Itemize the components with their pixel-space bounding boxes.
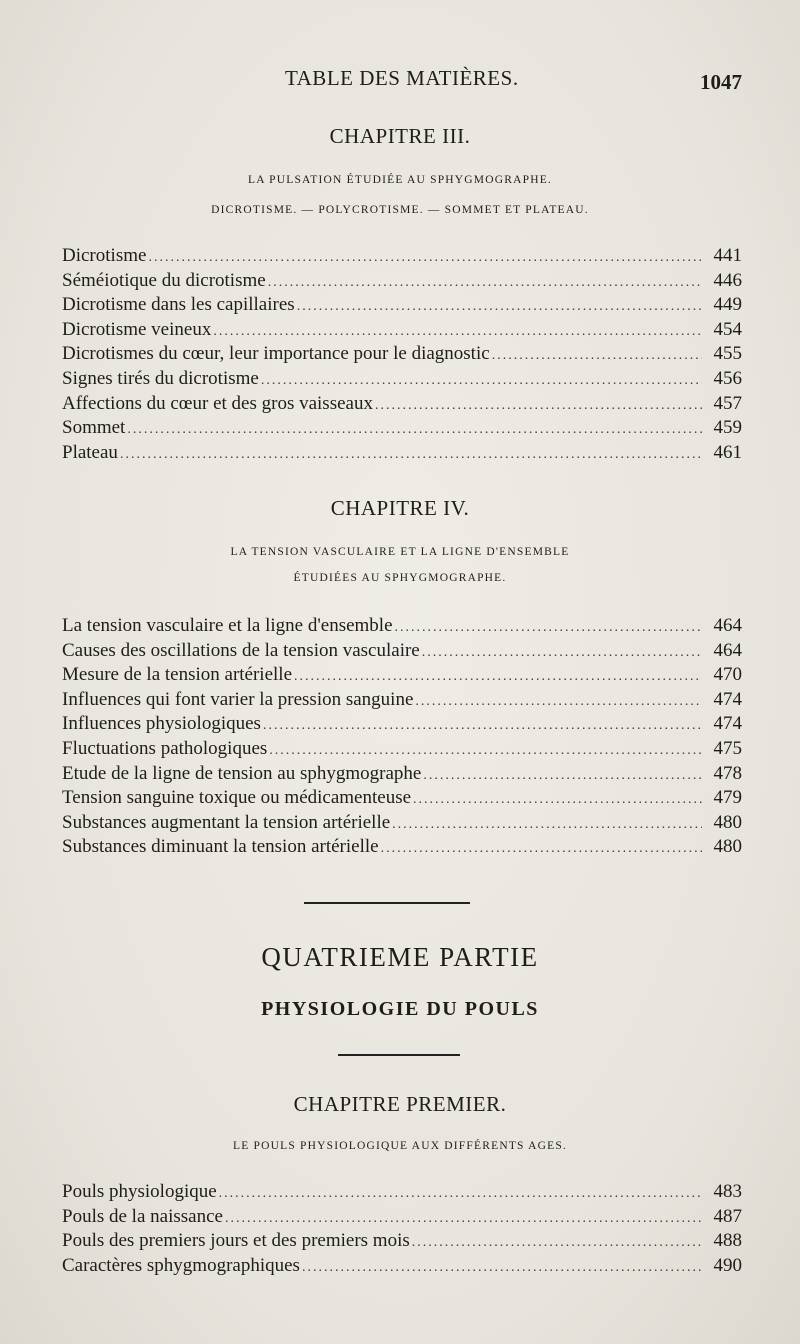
- section-divider: [338, 1054, 460, 1056]
- toc-entry-page: 480: [713, 811, 742, 833]
- toc-entry-page: 480: [713, 836, 742, 858]
- toc-entry-label: Signes tirés du dicrotisme: [62, 367, 259, 389]
- dot-leader: [127, 418, 702, 443]
- toc-entry-label: Mesure de la tension artérielle: [62, 664, 293, 686]
- toc-entry-label: Caractères sphygmographiques: [62, 1254, 300, 1276]
- chapter-4-subtitle: [0, 546, 800, 558]
- toc-entry: [62, 392, 742, 417]
- toc-entry-label: Dicrotisme veineux: [62, 318, 212, 340]
- toc-entry-label: Substances augmentant la tension artérielle: [62, 811, 391, 833]
- dot-leader: [120, 443, 702, 468]
- dot-leader: [422, 641, 702, 666]
- toc-entry-page: 457: [713, 392, 742, 414]
- dot-leader: [392, 813, 702, 838]
- toc-entry-page: 441: [713, 245, 742, 266]
- dot-leader: [269, 739, 702, 764]
- toc-entry-page: 475: [713, 737, 742, 759]
- dot-leader: [423, 764, 702, 789]
- dot-leader: [261, 369, 702, 394]
- toc-entry: [62, 269, 742, 294]
- toc-entry: [62, 712, 742, 737]
- toc-entry: [62, 1205, 742, 1230]
- toc-entry-page: 456: [713, 367, 742, 389]
- toc-entry-label: Pouls des premiers jours et des premiers mois: [62, 1230, 410, 1252]
- toc-entry-label: Fluctuations pathologiques: [62, 737, 268, 759]
- toc-entry-label: Influences qui font varier la pression sanguine: [62, 688, 414, 710]
- chapter-3-heading: [0, 124, 800, 149]
- toc-entry: [62, 663, 742, 688]
- part-subheading: [0, 998, 800, 1021]
- toc-entry-page: 464: [713, 615, 742, 636]
- toc-entry: [62, 367, 742, 392]
- part-subtitle: PHYSIOLOGIE DU POULS: [261, 998, 539, 1020]
- toc-entry-page: 455: [713, 343, 742, 365]
- toc-entry: [62, 416, 742, 441]
- toc-entry-page: 459: [713, 417, 742, 439]
- toc-entry-page: 479: [713, 787, 742, 809]
- toc-list-chapter-1: [62, 1180, 742, 1278]
- toc-entry-page: 470: [713, 664, 742, 686]
- chapter-3-subtitle-2: [0, 204, 800, 216]
- toc-entry: [62, 1254, 742, 1279]
- toc-entry-label: Causes des oscillations de la tension vasculaire: [62, 639, 420, 661]
- running-head-title: TABLE DES MATIÈRES.: [285, 66, 519, 90]
- toc-entry-label: Affections du cœur et des gros vaisseaux: [62, 392, 373, 414]
- toc-entry-page: 490: [713, 1254, 742, 1276]
- toc-entry-label: Plateau: [62, 441, 118, 463]
- dot-leader: [412, 1231, 702, 1256]
- toc-entry: [62, 244, 742, 269]
- toc-entry: [62, 1180, 742, 1205]
- dot-leader: [294, 665, 702, 690]
- toc-entry-page: 446: [713, 269, 742, 291]
- toc-entry: [62, 811, 742, 836]
- toc-entry-page: 461: [713, 441, 742, 463]
- toc-entry-label: Dicrotisme: [62, 245, 147, 266]
- chapter-1-heading: [0, 1092, 800, 1117]
- chapter-title: CHAPITRE IV.: [330, 496, 470, 520]
- chapter-subtitle: ÉTUDIÉES AU SPHYGMOGRAPHE.: [293, 572, 507, 584]
- toc-entry-page: 454: [713, 318, 742, 340]
- dot-leader: [225, 1207, 702, 1232]
- toc-entry: [62, 342, 742, 367]
- toc-entry-label: Substances diminuant la tension artérielle: [62, 836, 379, 858]
- dot-leader: [263, 714, 702, 739]
- dot-leader: [148, 246, 702, 271]
- chapter-subtitle: LE POULS PHYSIOLOGIQUE AUX DIFFÉRENTS AGES.: [232, 1140, 567, 1152]
- toc-entry: [62, 318, 742, 343]
- toc-entry: [62, 614, 742, 639]
- dot-leader: [381, 837, 702, 862]
- page-number: 1047: [700, 70, 742, 94]
- dot-leader: [375, 394, 702, 419]
- part-title: QUATRIEME PARTIE: [261, 942, 539, 972]
- toc-entry-label: Tension sanguine toxique ou médicamenteuse: [62, 787, 412, 809]
- toc-entry: [62, 639, 742, 664]
- toc-list-chapter-3: [62, 244, 742, 465]
- toc-entry: [62, 762, 742, 787]
- toc-entry-label: Influences physiologiques: [62, 713, 261, 735]
- toc-entry: [62, 737, 742, 762]
- toc-entry-label: Pouls de la naissance: [62, 1205, 223, 1227]
- toc-entry: [62, 1229, 742, 1254]
- dot-leader: [213, 320, 702, 345]
- toc-entry-label: Dicrotisme dans les capillaires: [62, 294, 295, 316]
- toc-entry-label: La tension vasculaire et la ligne d'ensemble: [62, 615, 393, 636]
- dot-leader: [297, 295, 702, 320]
- toc-entry-label: Etude de la ligne de tension au sphygmographe: [62, 762, 422, 784]
- chapter-subtitle: DICROTISME. — POLYCROTISME. — SOMMET ET PLATEAU.: [211, 204, 589, 216]
- toc-entry: [62, 835, 742, 860]
- chapter-subtitle: LA TENSION VASCULAIRE ET LA LIGNE D'ENSEMBLE: [230, 546, 570, 558]
- chapter-1-subtitle: [0, 1140, 800, 1152]
- dot-leader: [268, 271, 702, 296]
- chapter-subtitle: LA PULSATION ÉTUDIÉE AU SPHYGMOGRAPHE.: [247, 174, 553, 186]
- toc-entry-page: 483: [713, 1181, 742, 1202]
- dot-leader: [395, 616, 702, 641]
- toc-entry-label: Pouls physiologique: [62, 1181, 217, 1202]
- toc-entry-page: 487: [713, 1205, 742, 1227]
- toc-entry-label: Dicrotismes du cœur, leur importance pour le diagnostic: [62, 343, 490, 365]
- toc-list-chapter-4: [62, 614, 742, 860]
- toc-entry-page: 464: [713, 639, 742, 661]
- part-heading: [0, 942, 800, 973]
- toc-entry: [62, 688, 742, 713]
- toc-entry-page: 449: [713, 294, 742, 316]
- chapter-title: CHAPITRE PREMIER.: [293, 1092, 507, 1116]
- toc-entry-page: 474: [713, 713, 742, 735]
- dot-leader: [219, 1182, 702, 1207]
- chapter-3-subtitle: [0, 174, 800, 186]
- toc-entry: [62, 786, 742, 811]
- chapter-4-subtitle-2: [0, 572, 800, 584]
- chapter-4-heading: [0, 496, 800, 521]
- toc-entry-page: 488: [713, 1230, 742, 1252]
- dot-leader: [415, 690, 702, 715]
- dot-leader: [492, 344, 702, 369]
- dot-leader: [302, 1256, 702, 1281]
- toc-entry: [62, 293, 742, 318]
- toc-entry-page: 474: [713, 688, 742, 710]
- toc-entry: [62, 441, 742, 466]
- dot-leader: [413, 788, 702, 813]
- section-divider: [304, 902, 470, 904]
- chapter-title: CHAPITRE III.: [329, 124, 471, 148]
- running-head: [0, 66, 800, 96]
- toc-entry-label: Sommet: [62, 417, 126, 439]
- toc-entry-label: Séméiotique du dicrotisme: [62, 269, 266, 291]
- toc-entry-page: 478: [713, 762, 742, 784]
